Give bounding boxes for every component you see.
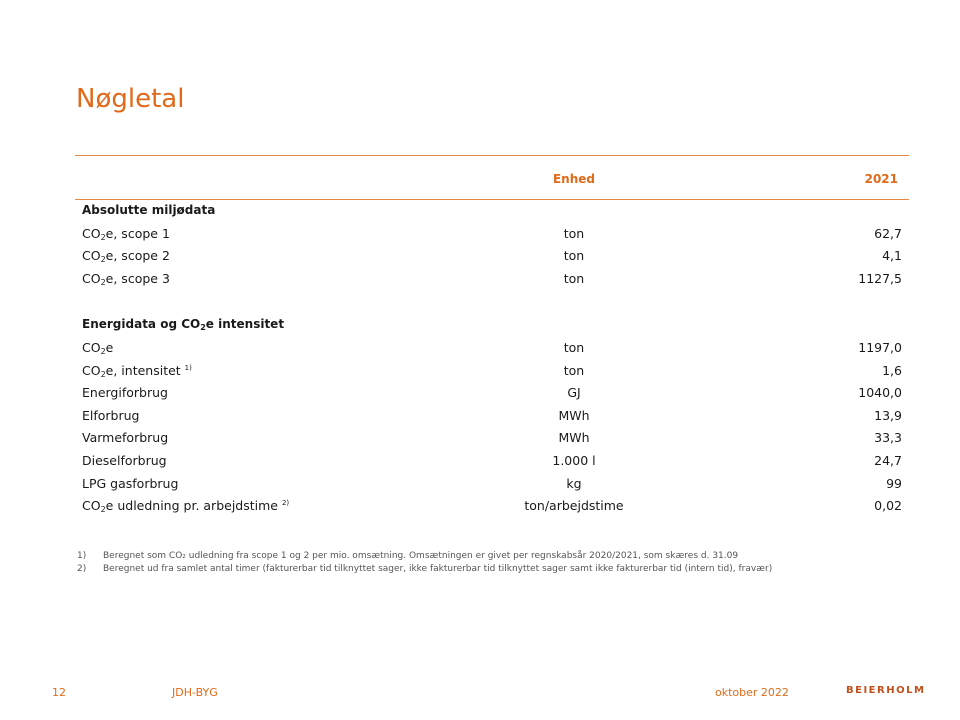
table-row <box>75 360 909 383</box>
table-row <box>75 245 909 268</box>
section-row <box>75 314 909 337</box>
page-number: 12 <box>52 686 66 699</box>
row-unit: kg <box>566 475 582 491</box>
row-unit: ton <box>563 362 585 378</box>
table-row <box>75 337 909 360</box>
row-unit: GJ <box>567 385 581 401</box>
table-row <box>75 427 909 450</box>
year-column-header: 2021 <box>864 172 898 186</box>
footnote-number: 2) <box>77 564 87 574</box>
row-label: $CO_2e$, intensitet $^{1)}$ <box>82 362 192 379</box>
row-unit: ton <box>563 270 585 286</box>
section-title: Energidata og $CO_2e$ intensitet <box>82 317 285 333</box>
table-row <box>75 223 909 246</box>
footnote-text: Beregnet ud fra samlet antal timer (fakturerbar tid tilknyttet sager, ikke fakturerbar tid tilknyttet sager samt ikke fakturerbar tid (intern tid), fravær) <box>103 564 773 574</box>
row-label: LPG gasforbrug <box>82 475 179 491</box>
row-label: $CO_2e$, scope 2 <box>82 248 170 265</box>
section-spacer <box>75 290 909 314</box>
row-value: 4,1 <box>882 248 902 264</box>
table-row <box>75 268 909 291</box>
row-unit: MWh <box>558 430 590 446</box>
row-value: 62,7 <box>874 225 902 241</box>
table-row <box>75 382 909 405</box>
footnote <box>77 551 772 564</box>
row-value: 99 <box>886 475 902 491</box>
footnote <box>77 564 772 577</box>
row-value: 13,9 <box>874 407 902 423</box>
row-unit: MWh <box>558 407 590 423</box>
company-name: JDH-BYG <box>172 686 218 699</box>
beierholm-logo: BEIERHOLM <box>846 685 926 696</box>
row-unit: ton <box>563 225 585 241</box>
row-label: Dieselforbrug <box>82 452 167 468</box>
table-header <box>75 156 909 199</box>
key-figures-table <box>75 155 909 518</box>
footnotes <box>77 551 772 577</box>
row-unit: ton/arbejdstime <box>524 498 624 514</box>
section-title: Absolutte miljødata <box>82 203 216 217</box>
table-row <box>75 405 909 428</box>
row-label: Energiforbrug <box>82 385 168 401</box>
row-value: 1127,5 <box>858 270 902 286</box>
table-row <box>75 473 909 496</box>
row-value: 0,02 <box>874 498 902 514</box>
row-label: $CO_2e$, scope 3 <box>82 270 170 287</box>
row-value: 1197,0 <box>858 339 902 355</box>
row-label: $CO_2e$, scope 1 <box>82 225 170 242</box>
unit-column-header: Enhed <box>552 172 595 186</box>
row-label: $CO_2e$ <box>82 339 114 356</box>
footnote-text: Beregnet som CO₂ udledning fra scope 1 og 2 per mio. omsætning. Omsætningen er givet per regnskabsår 2020/2021, som skæres d. 31.09 <box>103 551 739 561</box>
row-value: 1040,0 <box>858 385 902 401</box>
row-value: 33,3 <box>874 430 902 446</box>
row-label: $CO_2e$ udledning pr. arbejdstime $^{2)}$ <box>82 498 290 515</box>
row-label: Elforbrug <box>82 407 140 423</box>
row-label: Varmeforbrug <box>82 430 169 446</box>
footnote-number: 1) <box>77 551 87 561</box>
page-title: Nøgletal <box>76 84 185 114</box>
section-row <box>75 200 909 223</box>
row-value: 1,6 <box>882 362 902 378</box>
row-value: 24,7 <box>874 452 902 468</box>
table-row <box>75 495 909 518</box>
footer-date: oktober 2022 <box>715 686 789 699</box>
row-unit: ton <box>563 248 585 264</box>
table-row <box>75 450 909 473</box>
row-unit: 1.000 l <box>552 452 596 468</box>
row-unit: ton <box>563 339 585 355</box>
